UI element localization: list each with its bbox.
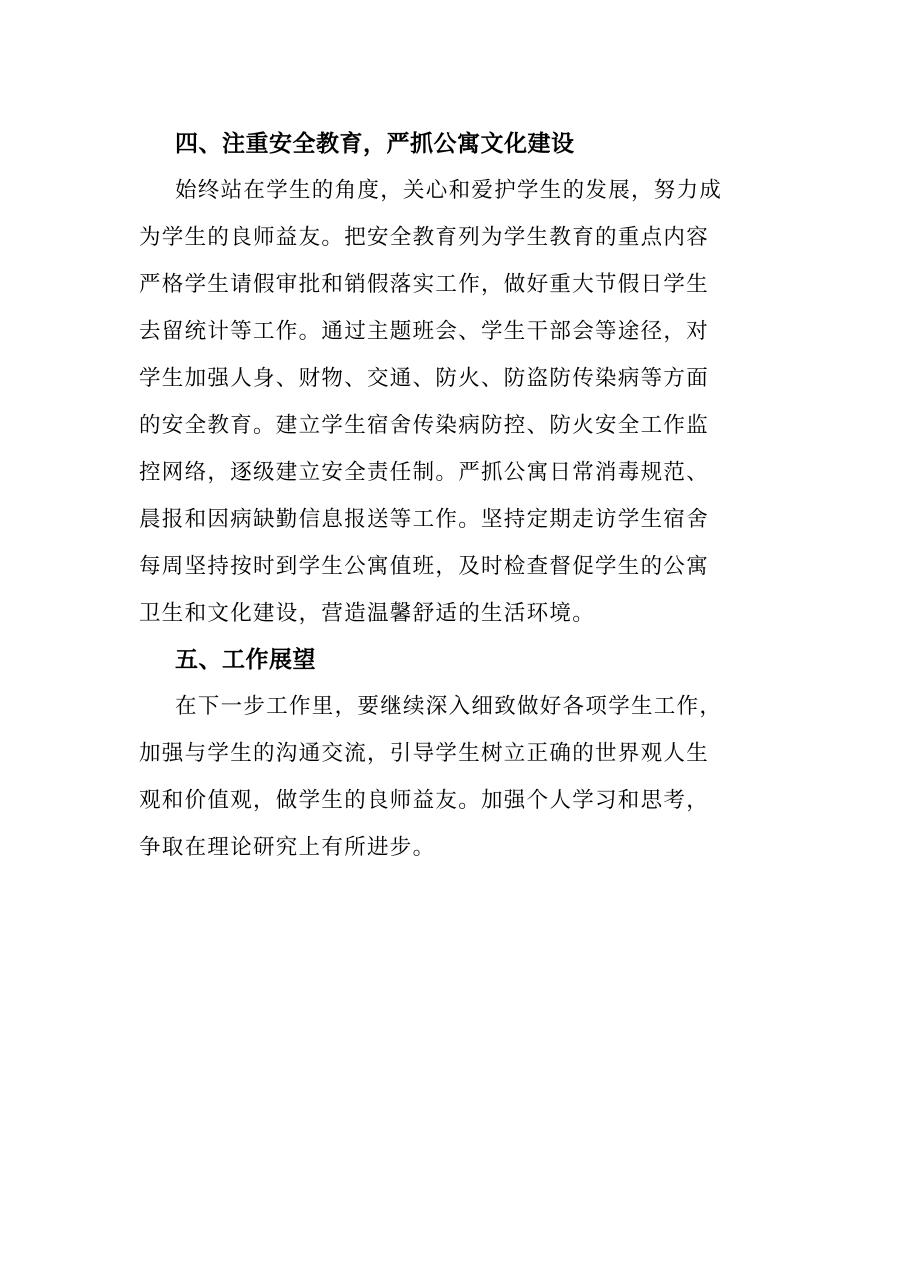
paragraph-line: 每周坚持按时到学生公寓值班，及时检查督促学生的公寓 bbox=[139, 554, 710, 579]
paragraph-line: 在下一步工作里，要继续深入细致做好各项学生工作， bbox=[175, 694, 723, 719]
paragraph-line: 始终站在学生的角度，关心和爱护学生的发展，努力成 bbox=[175, 178, 723, 203]
section-heading-4: 四、注重安全教育，严抓公寓文化建设 bbox=[175, 131, 575, 157]
paragraph-line: 为学生的良师益友。把安全教育列为学生教育的重点内容 bbox=[139, 225, 710, 250]
paragraph-line: 加强与学生的沟通交流，引导学生树立正确的世界观人生 bbox=[139, 741, 710, 766]
paragraph-line: 去留统计等工作。通过主题班会、学生干部会等途径，对 bbox=[139, 319, 710, 344]
paragraph-line: 学生加强人身、财物、交通、防火、防盗防传染病等方面 bbox=[139, 366, 710, 391]
section-5-paragraph bbox=[139, 683, 771, 871]
paragraph-line: 观和价值观，做学生的良师益友。加强个人学习和思考， bbox=[139, 788, 710, 813]
paragraph-line: 晨报和因病缺勤信息报送等工作。坚持定期走访学生宿舍 bbox=[139, 507, 710, 532]
paragraph-line: 的安全教育。建立学生宿舍传染病防控、防火安全工作监 bbox=[139, 413, 710, 438]
paragraph-line: 控网络，逐级建立安全责任制。严抓公寓日常消毒规范、 bbox=[139, 460, 710, 485]
paragraph-line: 争取在理论研究上有所进步。 bbox=[139, 835, 436, 860]
paragraph-line: 严格学生请假审批和销假落实工作，做好重大节假日学生 bbox=[139, 272, 710, 297]
document-body bbox=[139, 121, 771, 871]
section-heading-5: 五、工作展望 bbox=[175, 647, 316, 673]
paragraph-line: 卫生和文化建设，营造温馨舒适的生活环境。 bbox=[139, 601, 596, 626]
section-4-paragraph bbox=[139, 167, 771, 637]
